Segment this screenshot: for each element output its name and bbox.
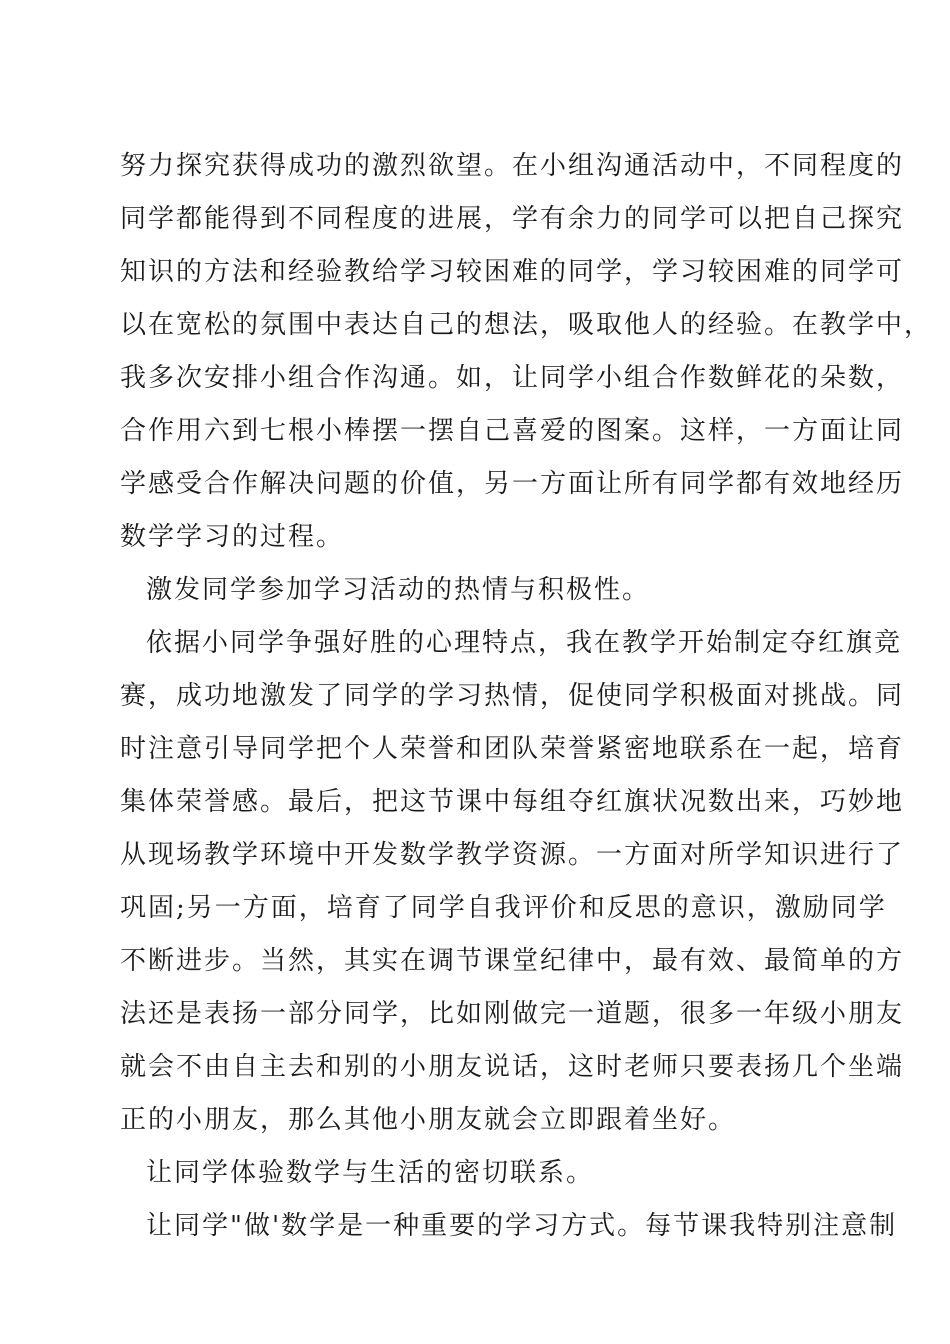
text-line: 不断进步。当然，其实在调节课堂纪律中，最有效、最简单的方	[120, 946, 905, 976]
text-line: 以在宽松的氛围中表达自己的想法，吸取他人的经验。在教学中，	[120, 310, 933, 340]
text-line: 学感受合作解决问题的价值，另一方面让所有同学都有效地经历	[120, 469, 905, 499]
text-line: 同学都能得到不同程度的进展，学有余力的同学可以把自己探究	[120, 204, 905, 234]
text-line: 数学学习的过程。	[120, 522, 345, 552]
text-line: 时注意引导同学把个人荣誉和团队荣誉紧密地联系在一起，培育	[120, 734, 905, 764]
text-line: 我多次安排小组合作沟通。如，让同学小组合作数鲜花的朵数，	[120, 363, 905, 393]
text-line: 合作用六到七根小棒摆一摆自己喜爱的图案。这样，一方面让同	[120, 416, 905, 446]
text-line: 集体荣誉感。最后，把这节课中每组夺红旗状况数出来，巧妙地	[120, 787, 905, 817]
text-line: 赛，成功地激发了同学的学习热情，促使同学积极面对挑战。同	[120, 681, 905, 711]
text-line: 努力探究获得成功的激烈欲望。在小组沟通活动中，不同程度的	[120, 151, 905, 181]
text-line: 法还是表扬一部分同学，比如刚做完一道题，很多一年级小朋友	[120, 999, 905, 1029]
text-line: 巩固;另一方面，培育了同学自我评价和反思的意识，激励同学	[120, 893, 887, 923]
text-line: 依据小同学争强好胜的心理特点，我在教学开始制定夺红旗竞	[146, 628, 903, 658]
section-heading: 激发同学参加学习活动的热情与积极性。	[146, 575, 651, 605]
text-line: 知识的方法和经验教给学习较困难的同学，学习较困难的同学可	[120, 257, 905, 287]
text-line: 从现场教学环境中开发数学教学资源。一方面对所学知识进行了	[120, 840, 905, 870]
text-line: 让同学"做'数学是一种重要的学习方式。每节课我特别注意制	[146, 1211, 898, 1241]
text-line: 正的小朋友，那么其他小朋友就会立即跟着坐好。	[120, 1105, 737, 1135]
section-heading: 让同学体验数学与生活的密切联系。	[146, 1158, 595, 1188]
text-line: 就会不由自主去和别的小朋友说话，这时老师只要表扬几个坐端	[120, 1052, 905, 1082]
